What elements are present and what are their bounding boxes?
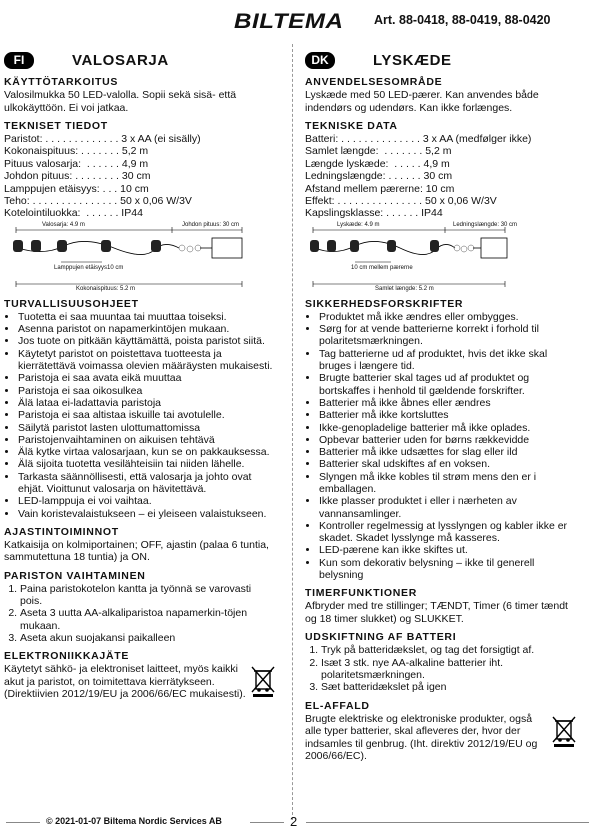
usage-heading: ANVENDELSESOMRÅDE bbox=[305, 76, 443, 88]
spec-line: Kapslingsklasse: . . . . . . IP44 bbox=[305, 207, 443, 220]
step-item: 1. Paina paristokotelon kantta ja työnnä se varovasti pois. bbox=[20, 583, 276, 608]
footer-rule bbox=[250, 822, 284, 823]
footer-rule bbox=[306, 822, 589, 823]
list-item: • Älä kytke virtaa valosarjaan, kun se on pakkauksessa. bbox=[18, 446, 276, 458]
list-item: • Batterier skal udskiftes af en voksen. bbox=[319, 458, 577, 470]
spec-line: Kokonaispituus: . . . . . . . 5,2 m bbox=[4, 145, 149, 158]
waste-text: Brugte elektriske og elektroniske produkter, også alle typer batterier, skal afleveres der, hvor der indsamles til genbrug. (Iht. direktiv 2012/19/EU og 2006/66/EC). bbox=[305, 712, 538, 763]
list-item: • Batterier må ikke kortsluttes bbox=[319, 409, 577, 421]
biltema-logo: BILTEMA bbox=[234, 10, 344, 33]
list-item: • Sørg for at vende batterierne korrekt i forhold til polaritetsmærkningen. bbox=[319, 323, 577, 348]
list-item: • Paristoja ei saa altistaa iskuille tai avotulelle. bbox=[18, 409, 276, 421]
list-item: • Ikke-genopladelige batterier må ikke oplades. bbox=[319, 422, 577, 434]
list-item: • Paristojenvaihtaminen on aikuisen tehtävä bbox=[18, 434, 276, 446]
battery-steps bbox=[305, 644, 577, 693]
list-item: • Produktet må ikke ændres eller ombygges. bbox=[319, 311, 577, 323]
tech-heading: TEKNISKE DATA bbox=[305, 120, 398, 132]
battery-heading: PARISTON VAIHTAMINEN bbox=[4, 569, 146, 582]
list-item: • Paristoja ei saa avata eikä muuttaa bbox=[18, 372, 276, 384]
list-item: • LED-pærene kan ikke skiftes ut. bbox=[319, 544, 577, 556]
spec-line: Johdon pituus: . . . . . . . . 30 cm bbox=[4, 170, 151, 183]
list-item: • Brugte batterier skal tages ud af produktet og bortskaffes i henhold til gældende forskrifter. bbox=[319, 372, 577, 397]
safety-list bbox=[305, 311, 577, 582]
list-item: • Käytetyt paristot on poistettava tuotteesta ja kierrätettävä voimassa olevien määräysten mukaisesti. bbox=[18, 348, 276, 373]
usage-text: Lyskæde med 50 LED-pærer. Kan anvendes både indendørs og udendørs. Kan ikke forlænges. bbox=[305, 89, 539, 114]
list-item: • Älä lataa ei-ladattavia paristoja bbox=[18, 397, 276, 409]
list-item: • Ikke plasser produktet i eller i nærheten av vannansamlinger. bbox=[319, 495, 577, 520]
list-item: • Paristoja ei saa oikosulkea bbox=[18, 385, 276, 397]
safety-list bbox=[4, 311, 276, 520]
step-item: 3. Sæt batteridækslet på igen bbox=[321, 681, 577, 693]
list-item: • Tuotetta ei saa muuntaa tai muuttaa toiseksi. bbox=[18, 311, 276, 323]
finnish-section bbox=[4, 50, 276, 701]
language-badge-dk: DK bbox=[305, 52, 335, 69]
list-item: • Tag batterierne ud af produktet, hvis det ikke skal bruges i længere tid. bbox=[319, 348, 577, 373]
light-string-drawing bbox=[4, 222, 276, 292]
diagram-label: 10 cm mellem pærerne bbox=[351, 264, 413, 271]
list-item: • Kontroller regelmessig at lysslyngen og kabler ikke er skadet. Skadet lysslynge må kasseres. bbox=[319, 520, 577, 545]
timer-text: Afbryder med tre stillinger; TÆNDT, Timer (6 timer tændt og 18 timer slukket) og SLUKKET. bbox=[305, 600, 568, 625]
diagram-label: Kokonaispituus: 5.2 m bbox=[76, 285, 136, 292]
timer-text: Katkaisija on kolmiportainen; OFF, ajastin (palaa 6 tuntia, sammutettuna 18 tuntia) ja ON. bbox=[4, 538, 269, 564]
light-string-diagram bbox=[305, 222, 577, 292]
diagram-label: Lyskæde: 4.9 m bbox=[337, 221, 380, 228]
list-item: • Batterier må ikke udsættes for slag eller ild bbox=[319, 446, 577, 458]
column-divider bbox=[292, 44, 293, 820]
spec-list bbox=[4, 133, 276, 220]
spec-line: Effekt: . . . . . . . . . . . . . . . 50 x 0,06 W/3V bbox=[305, 195, 497, 208]
page-header bbox=[0, 10, 595, 32]
list-item: • Jos tuote on pitkään käyttämättä, poista paristot siitä. bbox=[18, 335, 276, 347]
usage-text: Valosilmukka 50 LED-valolla. Sopii sekä sisä- että ulkokäyttöön. Ei voi jatkaa. bbox=[4, 89, 237, 114]
list-item: • Batterier må ikke åbnes eller ændres bbox=[319, 397, 577, 409]
spec-line: Lamppujen etäisyys: . . . 10 cm bbox=[4, 182, 149, 195]
weee-bin-icon bbox=[250, 665, 276, 697]
list-item: • Säilytä paristot lasten ulottumattomissa bbox=[18, 422, 276, 434]
light-string-drawing bbox=[305, 222, 577, 292]
battery-steps bbox=[4, 583, 276, 644]
footer-rule bbox=[6, 822, 40, 823]
diagram-label: Johdon pituus: 30 cm bbox=[182, 221, 240, 228]
diagram-label: Valosarja: 4.9 m bbox=[42, 221, 85, 228]
waste-heading: EL-AFFALD bbox=[305, 699, 370, 712]
battery-heading: UDSKIFTNING AF BATTERI bbox=[305, 631, 457, 644]
step-item: 2. Aseta 3 uutta AA-alkaliparistoa napamerkin-töjen mukaan. bbox=[20, 607, 276, 632]
spec-list bbox=[305, 133, 577, 220]
list-item: • Tarkasta säännöllisesti, että valosarja ja johto ovat ehjät. Vioittunut valosarja on hävitettävä. bbox=[18, 471, 276, 496]
spec-line: Paristot: . . . . . . . . . . . . . 3 x AA (ei sisälly) bbox=[4, 133, 201, 145]
list-item: • Asenna paristot on napamerkintöjen mukaan. bbox=[18, 323, 276, 335]
list-item: • Älä sijoita tuotetta vesilähteisiin tai niiden lähelle. bbox=[18, 458, 276, 470]
spec-line: Teho: . . . . . . . . . . . . . . . 50 x 0,06 W/3V bbox=[4, 195, 192, 208]
spec-line: Samlet længde: . . . . . . . 5,2 m bbox=[305, 145, 452, 158]
language-badge-fi: FI bbox=[4, 52, 34, 69]
page-number: 2 bbox=[290, 814, 298, 829]
step-item: 2. Isæt 3 stk. nye AA-alkaline batterier iht. polaritetsmærkningen. bbox=[321, 657, 577, 682]
page-footer bbox=[0, 816, 595, 830]
tech-heading: TEKNISET TIEDOT bbox=[4, 120, 108, 132]
list-item: • LED-lamppuja ei voi vaihtaa. bbox=[18, 495, 276, 507]
waste-text: Käytetyt sähkö- ja elektroniset laitteet, myös kaikki akut ja paristot, on toimitettava kierrätykseen. (Direktiivien 2012/19/EU ja 2006/66/EC mukaisesti). bbox=[4, 663, 246, 701]
spec-line: Afstand mellem pærerne: 10 cm bbox=[305, 182, 455, 195]
waste-heading: ELEKTRONIIKKAJÄTE bbox=[4, 650, 130, 663]
step-item: 1. Tryk på batteridækslet, og tag det forsigtigt af. bbox=[321, 644, 577, 656]
product-title-fi: VALOSARJA bbox=[72, 51, 169, 69]
timer-heading: AJASTINTOIMINNOT bbox=[4, 525, 119, 538]
copyright-text: © 2021-01-07 Biltema Nordic Services AB bbox=[46, 816, 222, 826]
diagram-label: Ledningslængde: 30 cm bbox=[453, 221, 518, 228]
light-string-diagram bbox=[4, 222, 276, 292]
product-title-dk: LYSKÆDE bbox=[373, 51, 452, 69]
list-item: • Opbevar batterier uden for børns rækkevidde bbox=[319, 434, 577, 446]
usage-heading: KÄYTTÖTARKOITUS bbox=[4, 76, 119, 88]
safety-heading: TURVALLISUUSOHJEET bbox=[4, 297, 139, 310]
list-item: • Kun som dekorativ belysning – ikke til generell belysning bbox=[319, 557, 577, 582]
timer-heading: TIMERFUNKTIONER bbox=[305, 587, 417, 600]
weee-bin-icon bbox=[551, 715, 577, 747]
list-item: • Vain koristevalaistukseen – ei yleiseen valaistukseen. bbox=[18, 508, 276, 520]
article-numbers: Art. 88-0418, 88-0419, 88-0420 bbox=[374, 13, 551, 27]
spec-line: Kotelointiluokka: . . . . . . IP44 bbox=[4, 207, 143, 220]
spec-line: Længde lyskæde: . . . . . 4,9 m bbox=[305, 157, 450, 170]
diagram-label: Samlet længde: 5.2 m bbox=[375, 285, 434, 292]
spec-line: Ledningslængde: . . . . . . 30 cm bbox=[305, 170, 453, 183]
spec-line: Pituus valosarja: . . . . . . 4,9 m bbox=[4, 157, 149, 170]
safety-heading: SIKKERHEDSFORSKRIFTER bbox=[305, 297, 464, 310]
danish-section bbox=[305, 50, 577, 763]
list-item: • Slyngen må ikke kobles til strøm mens den er i emballagen. bbox=[319, 471, 577, 496]
diagram-label: Lamppujen etäisyys10 cm bbox=[54, 264, 124, 271]
spec-line: Batteri: . . . . . . . . . . . . . . 3 x AA (medfølger ikke) bbox=[305, 133, 532, 145]
step-item: 3. Aseta akun suojakansi paikalleen bbox=[20, 632, 276, 644]
